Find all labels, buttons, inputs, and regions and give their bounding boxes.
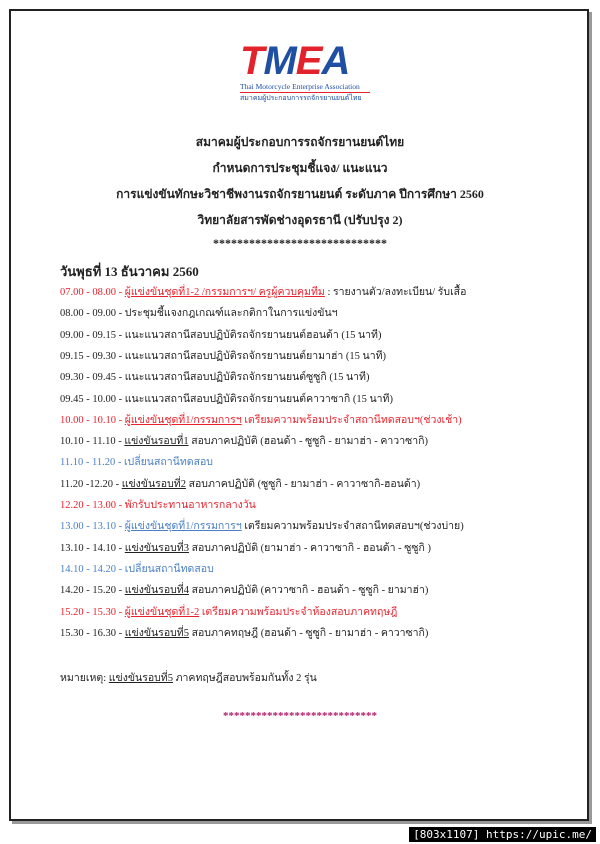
schedule-text: สอบภาคปฏิบัติ (ซูซูกิ - ยามาฮ่า - คาวาซากิ-ฮอนด้า): [185, 478, 421, 490]
tmea-logo: [240, 40, 370, 108]
note: [60, 669, 317, 686]
schedule-text: แนะแนวสถานีสอบปฏิบัติรถจักรยานยนต์ซูซูกิ (15 นาที): [124, 372, 370, 384]
schedule-time: 13.10 - 14.10 -: [60, 542, 125, 554]
logo-thai: สมาคมผู้ประกอบการรถจักรยานยนต์ไทย: [240, 94, 362, 102]
schedule-item: [60, 539, 431, 556]
schedule-link[interactable]: ผู้แข่งขันชุดที่1-2 /กรรมการฯ/ ครูผู้ควบคุมทีม: [124, 287, 325, 298]
schedule-item: [60, 347, 386, 364]
schedule-time: 12.20 - 13.00 -: [60, 500, 125, 511]
schedule-time: 13.00 - 13.10 -: [60, 521, 125, 533]
schedule-link[interactable]: ผู้แข่งขันชุดที่1-2: [124, 606, 200, 618]
schedule-time: 14.10 - 14.20 -: [60, 563, 125, 575]
schedule-time: 10.10 - 11.10 -: [60, 436, 125, 448]
schedule-time: 11.20 -12.20 -: [60, 478, 122, 490]
schedule-item: [60, 517, 464, 534]
schedule-link[interactable]: แข่งขันรอบที่5: [124, 627, 189, 639]
schedule-time: 11.10 - 11.20 -: [60, 457, 124, 469]
schedule-item: [60, 560, 214, 577]
schedule-text: ประชุมชี้แจงกฎเกณฑ์และกติกาในการแข่งขันฯ: [124, 308, 338, 320]
schedule-item: [60, 283, 466, 300]
schedule-time: 08.00 - 09.00 -: [60, 308, 125, 320]
schedule-text: เปลี่ยนสถานีทดสอบ: [124, 563, 214, 575]
header-stars: *****************************: [213, 236, 387, 250]
schedule-item: [60, 368, 369, 385]
header-line-4: วิทยาลัยสารพัดช่างอุดรธานี (ปรับปรุง 2): [197, 213, 403, 227]
schedule-link[interactable]: แข่งขันรอบที่2: [121, 478, 186, 490]
schedule-time: 14.20 - 15.20 -: [60, 585, 125, 597]
header-line-1: สมาคมผู้ประกอบการรถจักรยานยนต์ไทย: [195, 135, 405, 149]
watermark: [803x1107] https://upic.me/: [409, 827, 596, 842]
schedule-time: 15.20 - 15.30 -: [60, 606, 125, 618]
logo-mark: TMEA: [240, 39, 350, 83]
schedule-item: [60, 390, 393, 407]
day-heading: วันพุธที่ 13 ธันวาคม 2560: [60, 264, 199, 279]
schedule-text: เตรียมความพร้อมประจำสถานีทดสอบฯ(ช่วงเช้า): [241, 414, 462, 426]
header-line-3: การแข่งขันทักษะวิชาชีพงานรถจักรยานยนต์ ระดับภาค ปีการศึกษา 2560: [116, 187, 484, 201]
schedule-text: แนะแนวสถานีสอบปฏิบัติรถจักรยานยนต์คาวาซากิ (15 นาที): [124, 393, 393, 405]
schedule-text: สอบภาคปฏิบัติ (คาวาซากิ - ฮอนด้า - ซูซูกิ - ยามาฮ่า): [188, 585, 429, 597]
schedule-text: สอบภาคปฏิบัติ (ฮอนด้า - ซูซูกิ - ยามาฮ่า - คาวาซากิ): [188, 436, 428, 448]
schedule-time: 07.00 - 08.00 -: [60, 287, 125, 298]
schedule-link[interactable]: แข่งขันรอบที่4: [124, 585, 189, 597]
schedule-item: [60, 326, 381, 343]
schedule-text: พักรับประทานอาหารกลางวัน: [124, 500, 256, 511]
schedule-time: 15.30 - 16.30 -: [60, 627, 125, 639]
header-line-2: กำหนดการประชุมชี้แจง/ แนะแนว: [212, 161, 388, 175]
schedule-time: 09.30 - 09.45 -: [60, 372, 125, 384]
schedule-text: แนะแนวสถานีสอบปฏิบัติรถจักรยานยนต์ยามาฮ่า (15 นาที): [124, 350, 387, 362]
schedule-item: [60, 581, 428, 598]
schedule-text: สอบภาคปฏิบัติ (ยามาฮ่า - คาวาซากิ - ฮอนด้า - ซูซูกิ ): [188, 542, 431, 554]
schedule-link[interactable]: แข่งขันรอบที่3: [124, 542, 189, 554]
schedule-text: เปลี่ยนสถานีทดสอบ: [123, 457, 213, 469]
schedule-time: 09.15 - 09.30 -: [60, 350, 125, 362]
schedule-item: [60, 603, 397, 620]
logo-english: Thai Motorcycle Enterprise Association: [240, 82, 370, 93]
schedule-text: เตรียมความพร้อมประจำสถานีทดสอบฯ(ช่วงบ่าย): [241, 521, 464, 533]
schedule-time: 09.00 - 09.15 -: [60, 329, 125, 341]
schedule-link[interactable]: แข่งขันรอบที่1: [124, 436, 189, 448]
schedule-text: : รายงานตัว/ลงทะเบียน/ รับเสื้อ: [324, 287, 467, 298]
schedule-item: [60, 624, 428, 641]
note-text: ภาคทฤษฎีสอบพร้อมกันทั้ง 2 รุ่น: [172, 673, 317, 684]
schedule-item: [60, 432, 428, 449]
schedule-text: เตรียมความพร้อมประจำห้องสอบภาคทฤษฎี: [199, 606, 398, 618]
note-label: หมายเหตุ:: [60, 673, 109, 684]
note-link[interactable]: แข่งขันรอบที่5: [108, 673, 173, 684]
schedule-item: [60, 453, 213, 470]
schedule-item: [60, 475, 420, 492]
schedule-time: 09.45 - 10.00 -: [60, 393, 125, 405]
schedule-item: [60, 411, 462, 428]
footer-stars: ****************************: [223, 710, 377, 722]
schedule-text: แนะแนวสถานีสอบปฏิบัติรถจักรยานยนต์ฮอนด้า (15 นาที): [124, 329, 382, 341]
schedule-item: [60, 304, 338, 321]
schedule-link[interactable]: ผู้แข่งขันชุดที่1/กรรมการฯ: [124, 414, 242, 426]
schedule-text: สอบภาคทฤษฎี (ฮอนด้า - ซูซูกิ - ยามาฮ่า - คาวาซากิ): [188, 627, 429, 639]
schedule-item: [60, 496, 256, 513]
schedule-link[interactable]: ผู้แข่งขันชุดที่1/กรรมการฯ: [124, 521, 242, 533]
schedule-time: 10.00 - 10.10 -: [60, 414, 125, 426]
